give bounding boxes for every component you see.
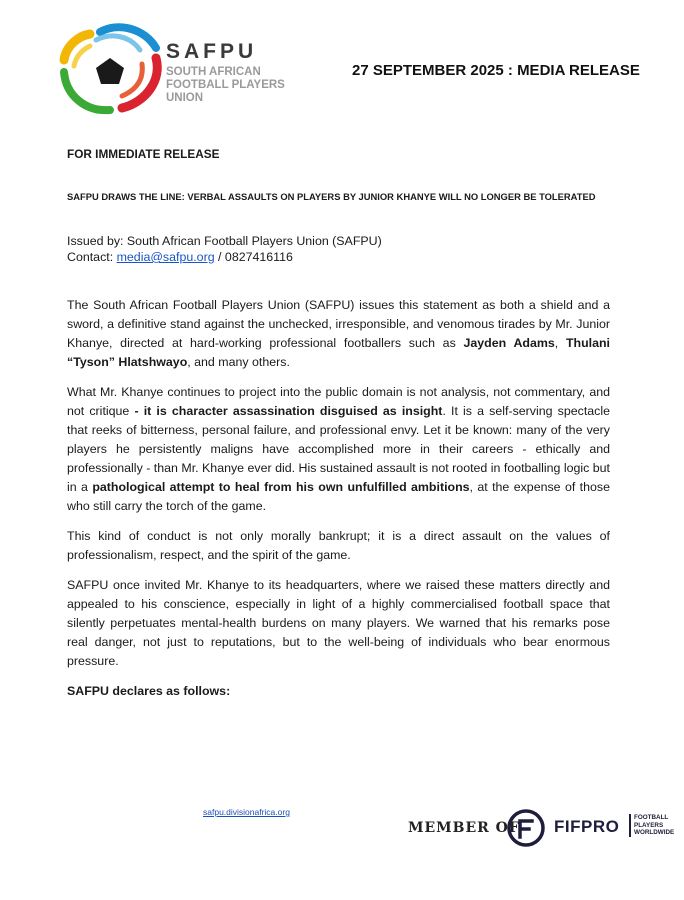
contact-label: Contact: bbox=[67, 250, 117, 264]
fifpro-logo-icon bbox=[506, 808, 546, 848]
paragraph-text: . It is a self-serving spectacle that reeks of bitterness, personal failure, and professional envy. Let it be known: many of the very players he persistently maligns have accomplished more in their careers - ethically and professionally - than Mr. Khanye ever did. His sustained assault is not rooted in footballing logic but in a bbox=[67, 404, 610, 494]
paragraph-text: The South African Football Players Union (SAFPU) issues this statement as both a shield and a sword, a definitive stand against the unchecked, irresponsible, and venomous tirades by Mr. Junior Khanye, directed at hard-working professional footballers such as bbox=[67, 298, 610, 350]
paragraph-text: , at the expense of those who still carry the torch of the game. bbox=[67, 480, 610, 513]
phone-number: 0827416116 bbox=[224, 250, 293, 264]
footer-website-link[interactable]: safpu.divisionafrica.org bbox=[203, 807, 290, 817]
emphasis-text: - it is character assassination disguised as insight bbox=[134, 404, 443, 418]
contact-line bbox=[67, 249, 382, 265]
declares-heading: SAFPU declares as follows: bbox=[67, 684, 231, 698]
issued-by-line: Issued by: South African Football Players Union (SAFPU) bbox=[67, 234, 382, 248]
fifpro-tagline-line: PLAYERS bbox=[634, 821, 664, 829]
immediate-release-label: FOR IMMEDIATE RELEASE bbox=[67, 147, 220, 161]
paragraph-text: , bbox=[554, 336, 566, 350]
safpu-logo-icon bbox=[56, 20, 164, 116]
contact-separator: / bbox=[214, 250, 225, 264]
org-name-block bbox=[166, 40, 285, 105]
org-abbreviation: SAFPU bbox=[166, 40, 258, 63]
org-full-name bbox=[166, 66, 285, 105]
paragraph: This kind of conduct is not only morally bankrupt; it is a direct assault on the values of professionalism, respect, and the spirit of the game. bbox=[67, 529, 610, 562]
player-name: Thulani “Tyson” Hlatshwayo bbox=[67, 336, 610, 369]
org-full-name-line: FOOTBALL PLAYERS bbox=[166, 79, 285, 91]
email-link[interactable]: media@safpu.org bbox=[116, 250, 215, 264]
paragraph bbox=[67, 383, 610, 516]
fifpro-tagline bbox=[629, 814, 674, 837]
fifpro-tagline-line: FOOTBALL bbox=[634, 814, 669, 821]
emphasis-text: pathological attempt to heal from his own unfulfilled ambitions bbox=[92, 480, 470, 494]
org-full-name-line: UNION bbox=[166, 92, 204, 104]
headline: SAFPU DRAWS THE LINE: VERBAL ASSAULTS ON PLAYERS BY JUNIOR KHANYE WILL NO LONGER BE TOLERATED bbox=[67, 191, 596, 202]
player-name: Jayden Adams bbox=[463, 336, 555, 350]
issued-by-block bbox=[67, 233, 382, 265]
paragraph bbox=[67, 296, 610, 372]
statement-body bbox=[67, 296, 610, 712]
paragraph: SAFPU once invited Mr. Khanye to its headquarters, where we raised these matters directly and appealed to his conscience, especially in light of a highly commercialised football space that silently perpetuates mental-health burdens on many players. We warned that his remarks pose real danger, not just to reputations, but to the well-being of individuals who bear enormous pressure. bbox=[67, 578, 610, 668]
fifpro-tagline-line: WORLDWIDE bbox=[634, 829, 675, 836]
fifpro-wordmark: FIFPRO bbox=[554, 817, 620, 836]
paragraph-text: What Mr. Khanye continues to project into the public domain is not analysis, not commentary, and not critique bbox=[67, 385, 610, 418]
release-date-title: 27 SEPTEMBER 2025 : MEDIA RELEASE bbox=[352, 62, 640, 79]
member-of-label: MEMBER OF bbox=[408, 820, 520, 836]
paragraph-text: , and many others. bbox=[187, 355, 290, 369]
org-full-name-line: SOUTH AFRICAN bbox=[166, 66, 261, 78]
